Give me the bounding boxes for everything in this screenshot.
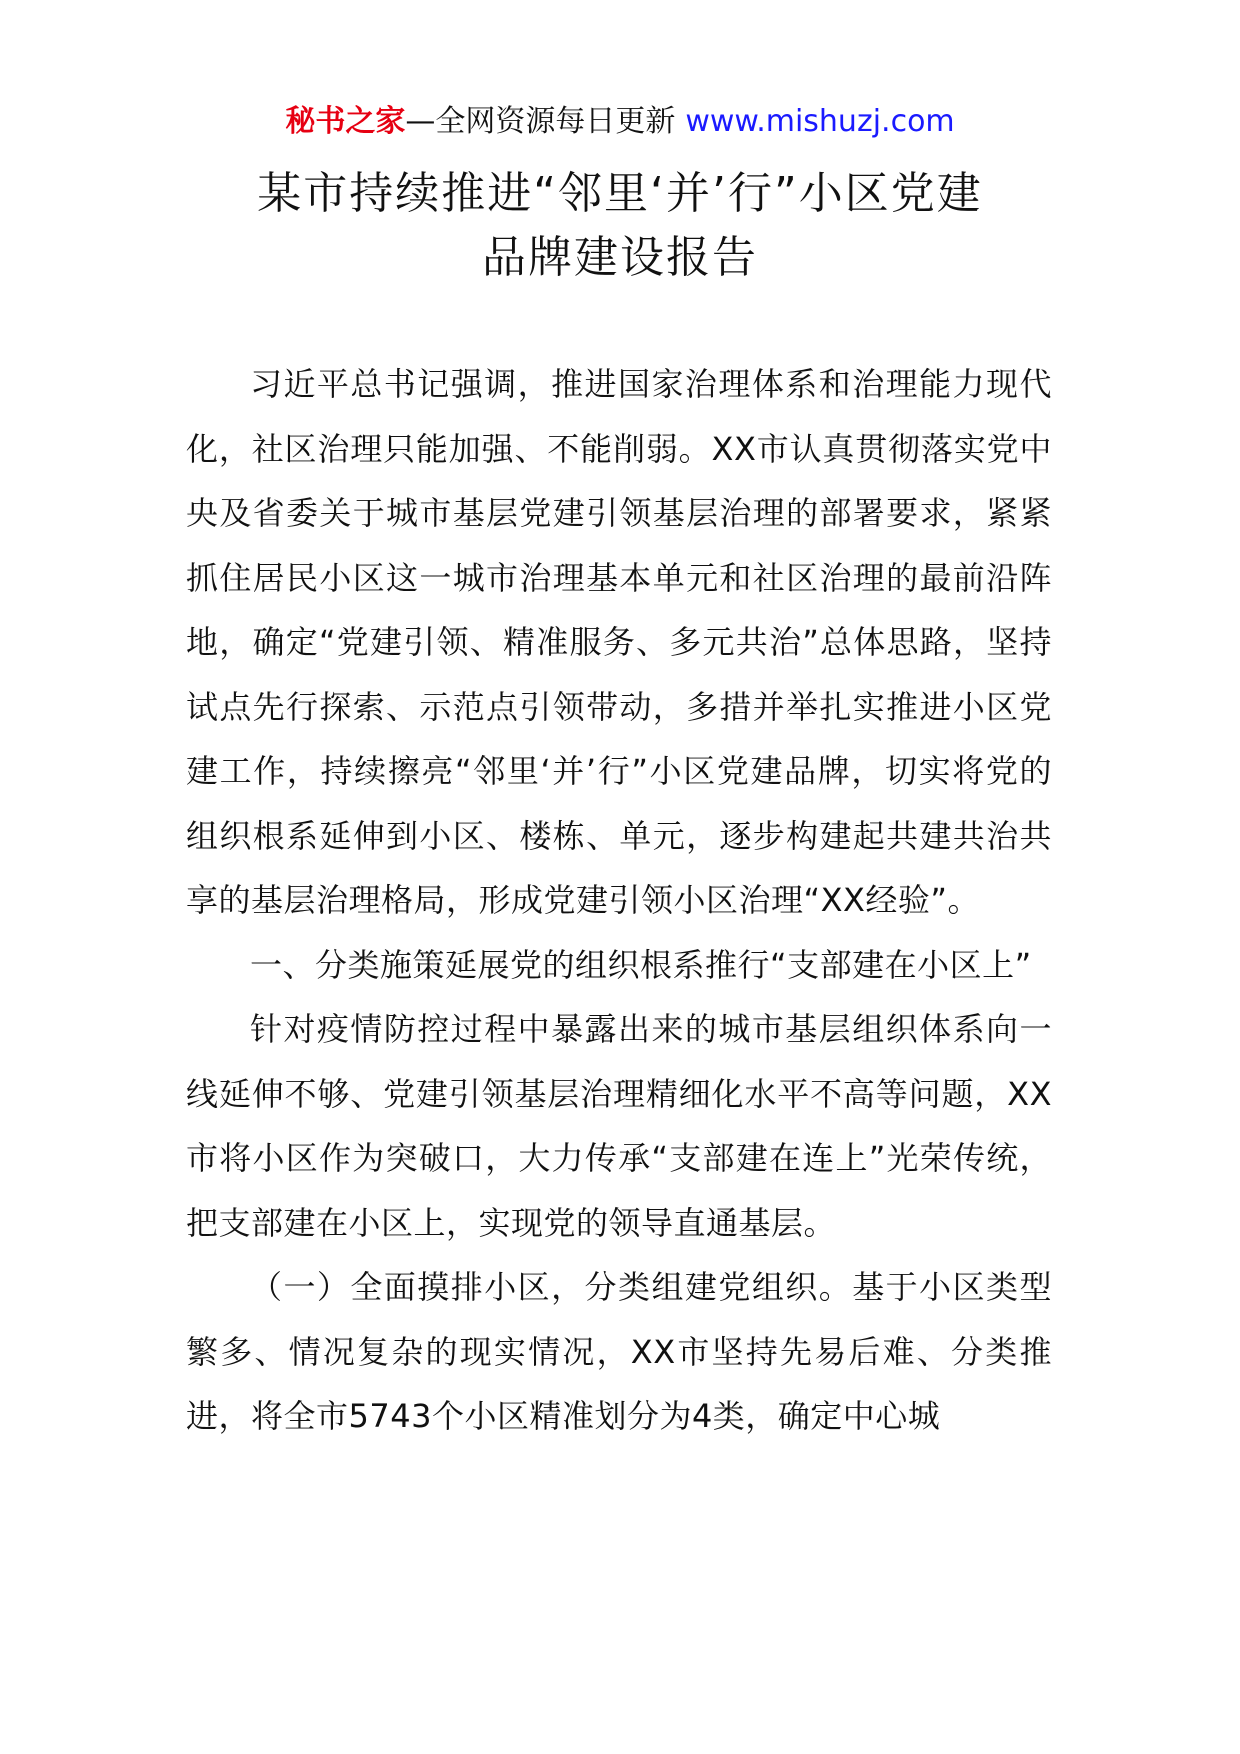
document-title: [180, 162, 1060, 290]
document-body: [186, 352, 1052, 1449]
site-url-link[interactable]: www.mishuzj.com: [685, 104, 955, 139]
intro-paragraph: 习近平总书记强调，推进国家治理体系和治理能力现代化，社区治理只能加强、不能削弱。XX市认真贯彻落实党中央及省委关于城市基层党建引领基层治理的部署要求，紧紧抓住居民小区这一城市治理基本单元和社区治理的最前沿阵地，确定“党建引领、精准服务、多元共治”总体思路，坚持试点先行探索、示范点引领带动，多措并举扎实推进小区党建工作，持续擦亮“邻里‘并’行”小区党建品牌，切实将党的组织根系延伸到小区、楼栋、单元，逐步构建起共建共治共享的基层治理格局，形成党建引领小区治理“XX经验”。: [186, 365, 1052, 919]
section-paragraph: 针对疫情防控过程中暴露出来的城市基层组织体系向一线延伸不够、党建引领基层治理精细化水平不高等问题，XX市将小区作为突破口，大力传承“支部建在连上”光荣传统，把支部建在小区上，实现党的领导直通基层。: [186, 1010, 1052, 1242]
section-heading-1: 一、分类施策延展党的组织根系推行“支部建在小区上”: [250, 945, 1032, 984]
document-title-line-1: 某市持续推进“邻里‘并’行”小区党建: [257, 168, 983, 219]
document-title-line-2: 品牌建设报告: [482, 232, 758, 283]
site-header: [0, 102, 1240, 142]
site-tagline: —全网资源每日更新: [405, 104, 676, 139]
subsection-paragraph-1: （一）全面摸排小区，分类组建党组织。基于小区类型繁多、情况复杂的现实情况，XX市坚持先易后难、分类推进，将全市5743个小区精准划分为4类，确定中心城: [186, 1268, 1052, 1435]
site-brand: 秘书之家: [285, 104, 406, 139]
